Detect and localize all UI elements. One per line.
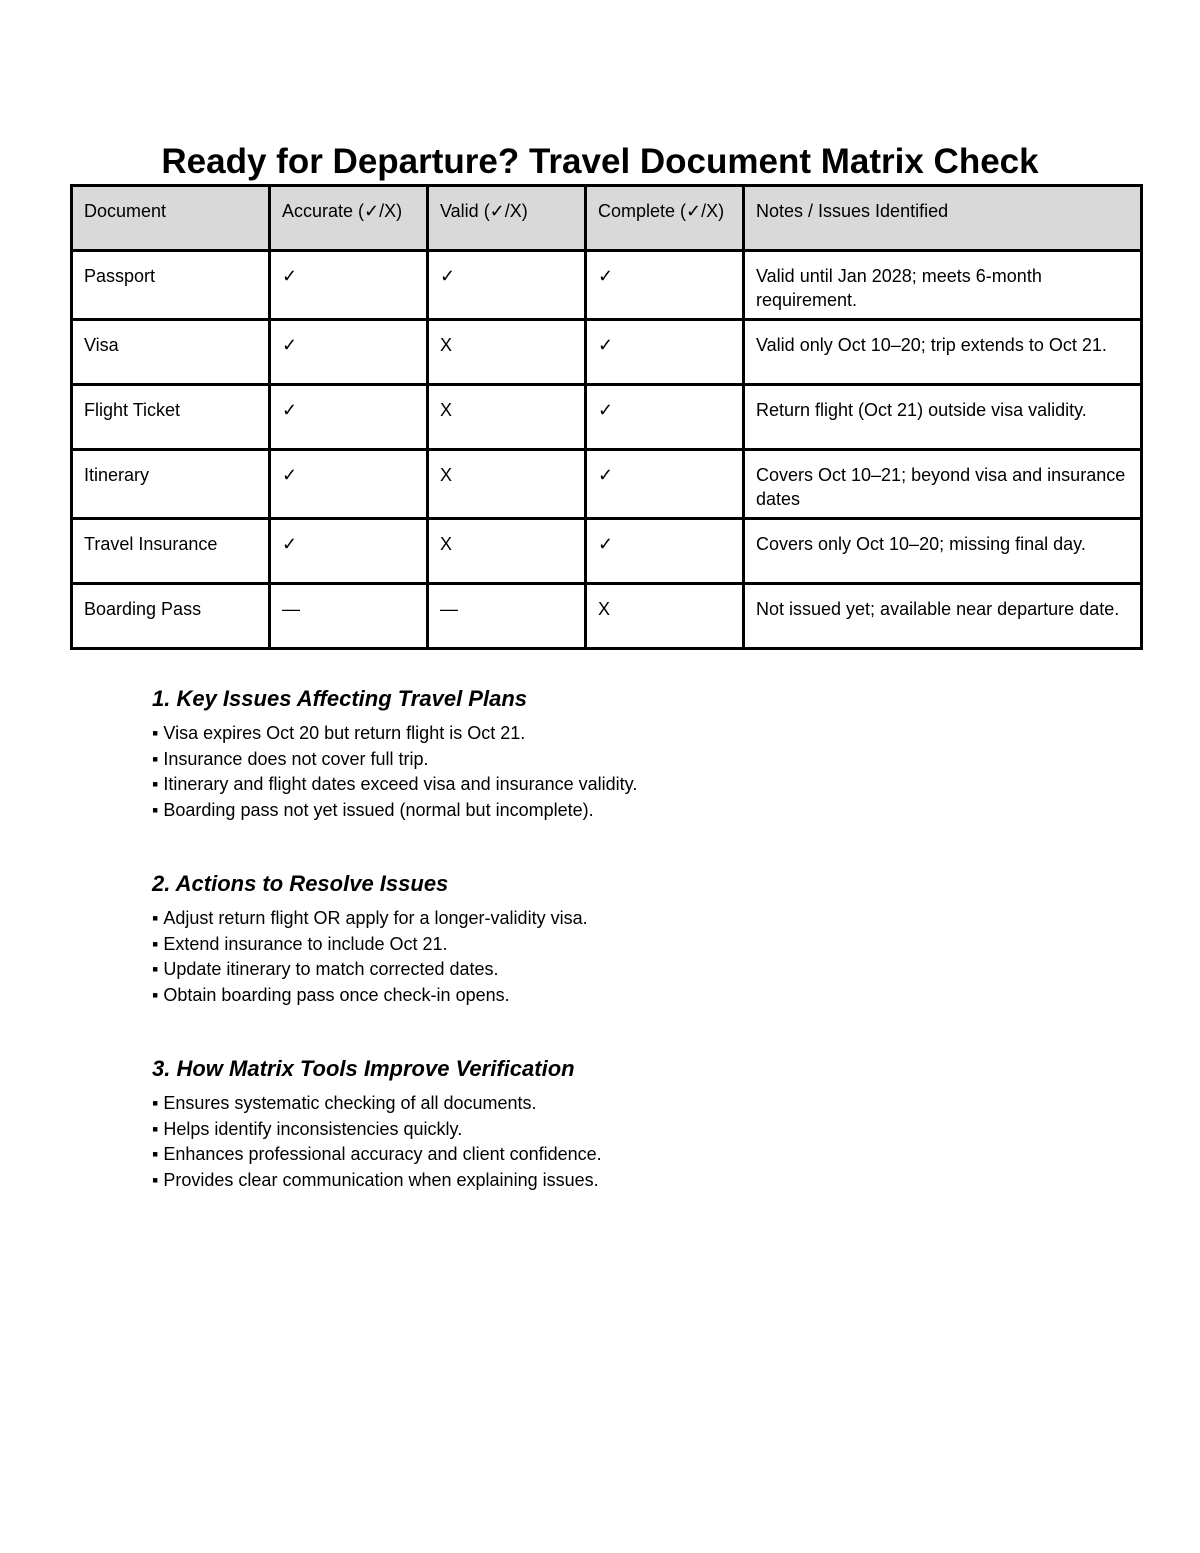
list-item: ▪ Update itinerary to match corrected dates. xyxy=(152,957,1052,983)
cell-accurate: ✓ xyxy=(270,450,428,519)
list-item: ▪ Itinerary and flight dates exceed visa and insurance validity. xyxy=(152,772,1052,798)
list-item: ▪ Visa expires Oct 20 but return flight is Oct 21. xyxy=(152,721,1052,747)
header-accurate: Accurate (✓/X) xyxy=(270,186,428,251)
cell-document: Itinerary xyxy=(72,450,270,519)
cell-document: Boarding Pass xyxy=(72,584,270,649)
list-item: ▪ Adjust return flight OR apply for a longer-validity visa. xyxy=(152,906,1052,932)
cell-document: Visa xyxy=(72,320,270,385)
cell-document: Passport xyxy=(72,251,270,320)
list-item: ▪ Enhances professional accuracy and client confidence. xyxy=(152,1142,1052,1168)
cell-document: Travel Insurance xyxy=(72,519,270,584)
section-heading: 2. Actions to Resolve Issues xyxy=(152,871,449,896)
table-header-row xyxy=(72,186,1142,251)
table-row xyxy=(72,450,1142,519)
section-actions xyxy=(152,870,1052,1008)
cell-notes: Valid only Oct 10–20; trip extends to Oct 21. xyxy=(744,320,1142,385)
list-item: ▪ Obtain boarding pass once check-in opens. xyxy=(152,983,1052,1009)
cell-accurate: ✓ xyxy=(270,251,428,320)
cell-notes: Covers only Oct 10–20; missing final day. xyxy=(744,519,1142,584)
page-title: Ready for Departure? Travel Document Matrix Check xyxy=(161,142,1039,181)
cell-document: Flight Ticket xyxy=(72,385,270,450)
list-item: ▪ Helps identify inconsistencies quickly. xyxy=(152,1117,1052,1143)
table-row xyxy=(72,385,1142,450)
cell-valid: — xyxy=(428,584,586,649)
cell-notes: Not issued yet; available near departure date. xyxy=(744,584,1142,649)
cell-valid: X xyxy=(428,320,586,385)
table-row xyxy=(72,584,1142,649)
cell-valid: X xyxy=(428,450,586,519)
cell-complete: ✓ xyxy=(586,320,744,385)
cell-accurate: ✓ xyxy=(270,320,428,385)
table-row xyxy=(72,251,1142,320)
list-item: ▪ Extend insurance to include Oct 21. xyxy=(152,932,1052,958)
cell-valid: ✓ xyxy=(428,251,586,320)
list-item: ▪ Provides clear communication when explaining issues. xyxy=(152,1168,1052,1194)
document-matrix-table xyxy=(70,184,1143,650)
cell-complete: ✓ xyxy=(586,385,744,450)
cell-notes: Valid until Jan 2028; meets 6-month requirement. xyxy=(744,251,1142,320)
section-key-issues xyxy=(152,685,1052,823)
section-heading: 1. Key Issues Affecting Travel Plans xyxy=(152,686,527,711)
cell-notes: Return flight (Oct 21) outside visa validity. xyxy=(744,385,1142,450)
header-document: Document xyxy=(72,186,270,251)
cell-accurate: ✓ xyxy=(270,385,428,450)
list-item: ▪ Boarding pass not yet issued (normal but incomplete). xyxy=(152,798,1052,824)
table-row xyxy=(72,320,1142,385)
list-item: ▪ Ensures systematic checking of all documents. xyxy=(152,1091,1052,1117)
header-notes: Notes / Issues Identified xyxy=(744,186,1142,251)
cell-complete: X xyxy=(586,584,744,649)
bullet-list xyxy=(152,1091,1052,1193)
bullet-list xyxy=(152,906,1052,1008)
cell-valid: X xyxy=(428,519,586,584)
cell-accurate: ✓ xyxy=(270,519,428,584)
section-matrix-tools xyxy=(152,1055,1052,1193)
list-item: ▪ Insurance does not cover full trip. xyxy=(152,747,1052,773)
cell-complete: ✓ xyxy=(586,251,744,320)
bullet-list xyxy=(152,721,1052,823)
header-complete: Complete (✓/X) xyxy=(586,186,744,251)
table-row xyxy=(72,519,1142,584)
header-valid: Valid (✓/X) xyxy=(428,186,586,251)
cell-complete: ✓ xyxy=(586,519,744,584)
cell-notes: Covers Oct 10–21; beyond visa and insurance dates xyxy=(744,450,1142,519)
cell-complete: ✓ xyxy=(586,450,744,519)
section-heading: 3. How Matrix Tools Improve Verification xyxy=(152,1056,575,1081)
cell-valid: X xyxy=(428,385,586,450)
cell-accurate: — xyxy=(270,584,428,649)
